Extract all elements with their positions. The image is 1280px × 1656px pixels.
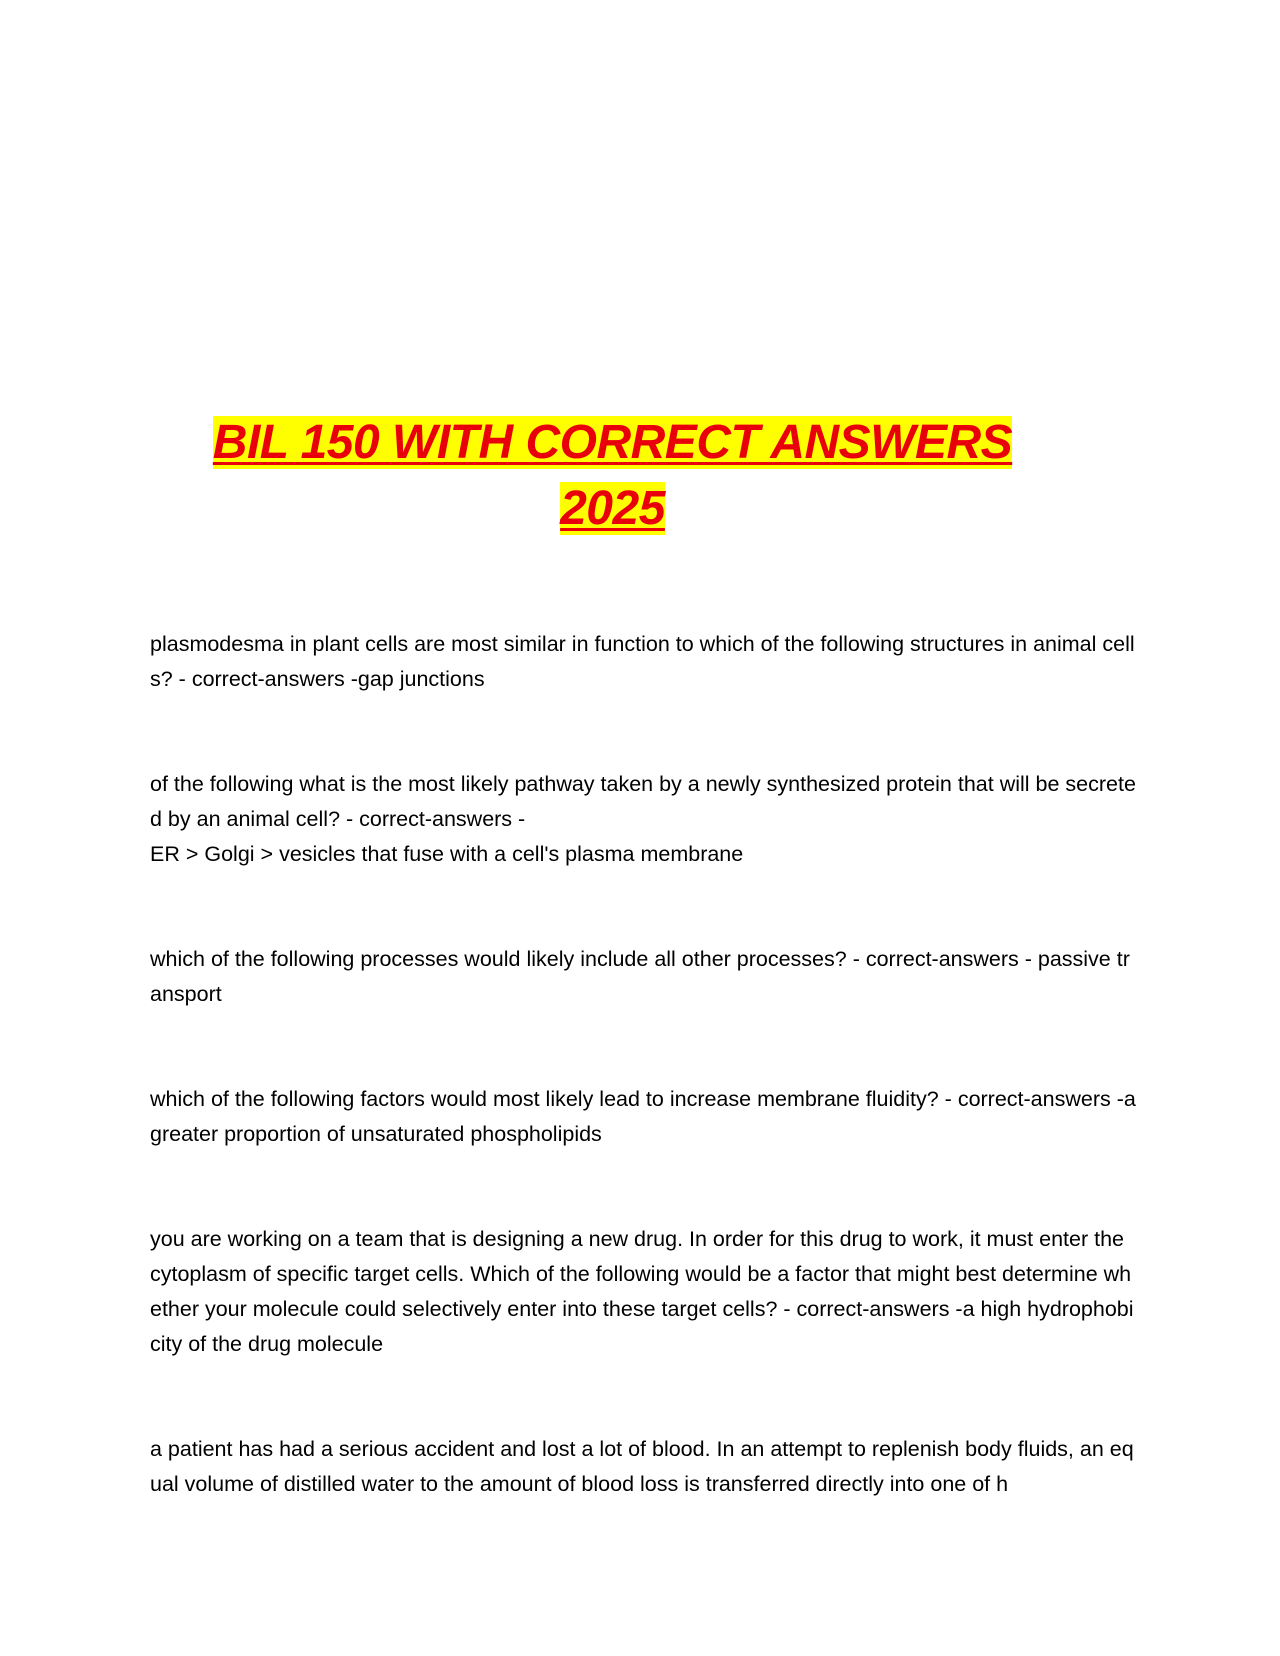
document-title bbox=[185, 410, 1040, 542]
qa-item-5: you are working on a team that is designing a new drug. In order for this drug to work, it must enter the cytoplasm of specific target cells. Which of the following would be a factor that might best determine whether your molecule could selectively enter into these target cells? - correct-answers -a high hydrophobicity of the drug molecule bbox=[150, 1227, 1134, 1356]
qa-item-1: plasmodesma in plant cells are most similar in function to which of the following structures in animal cells? - correct-answers -gap junctions bbox=[150, 632, 1135, 691]
qa-item-4: which of the following factors would most likely lead to increase membrane fluidity? - correct-answers -a greater proportion of unsaturated phospholipids bbox=[150, 1087, 1136, 1146]
qa-item-2-line-2: ER > Golgi > vesicles that fuse with a cell's plasma membrane bbox=[150, 842, 744, 866]
title-line-1: BIL 150 WITH CORRECT ANSWERS bbox=[212, 416, 1013, 469]
qa-item-2-line-1: of the following what is the most likely pathway taken by a newly synthesized protein that will be secreted by an animal cell? - correct-answers - bbox=[150, 772, 1136, 831]
question-answer-list bbox=[150, 627, 1140, 1502]
qa-item-6: a patient has had a serious accident and lost a lot of blood. In an attempt to replenish body fluids, an equal volume of distilled water to the amount of blood loss is transferred directly into one of h bbox=[150, 1437, 1134, 1496]
qa-item-2 bbox=[150, 767, 1140, 872]
title-line-2: 2025 bbox=[560, 482, 665, 535]
qa-item-3: which of the following processes would likely include all other processes? - correct-answers - passive transport bbox=[150, 947, 1130, 1006]
